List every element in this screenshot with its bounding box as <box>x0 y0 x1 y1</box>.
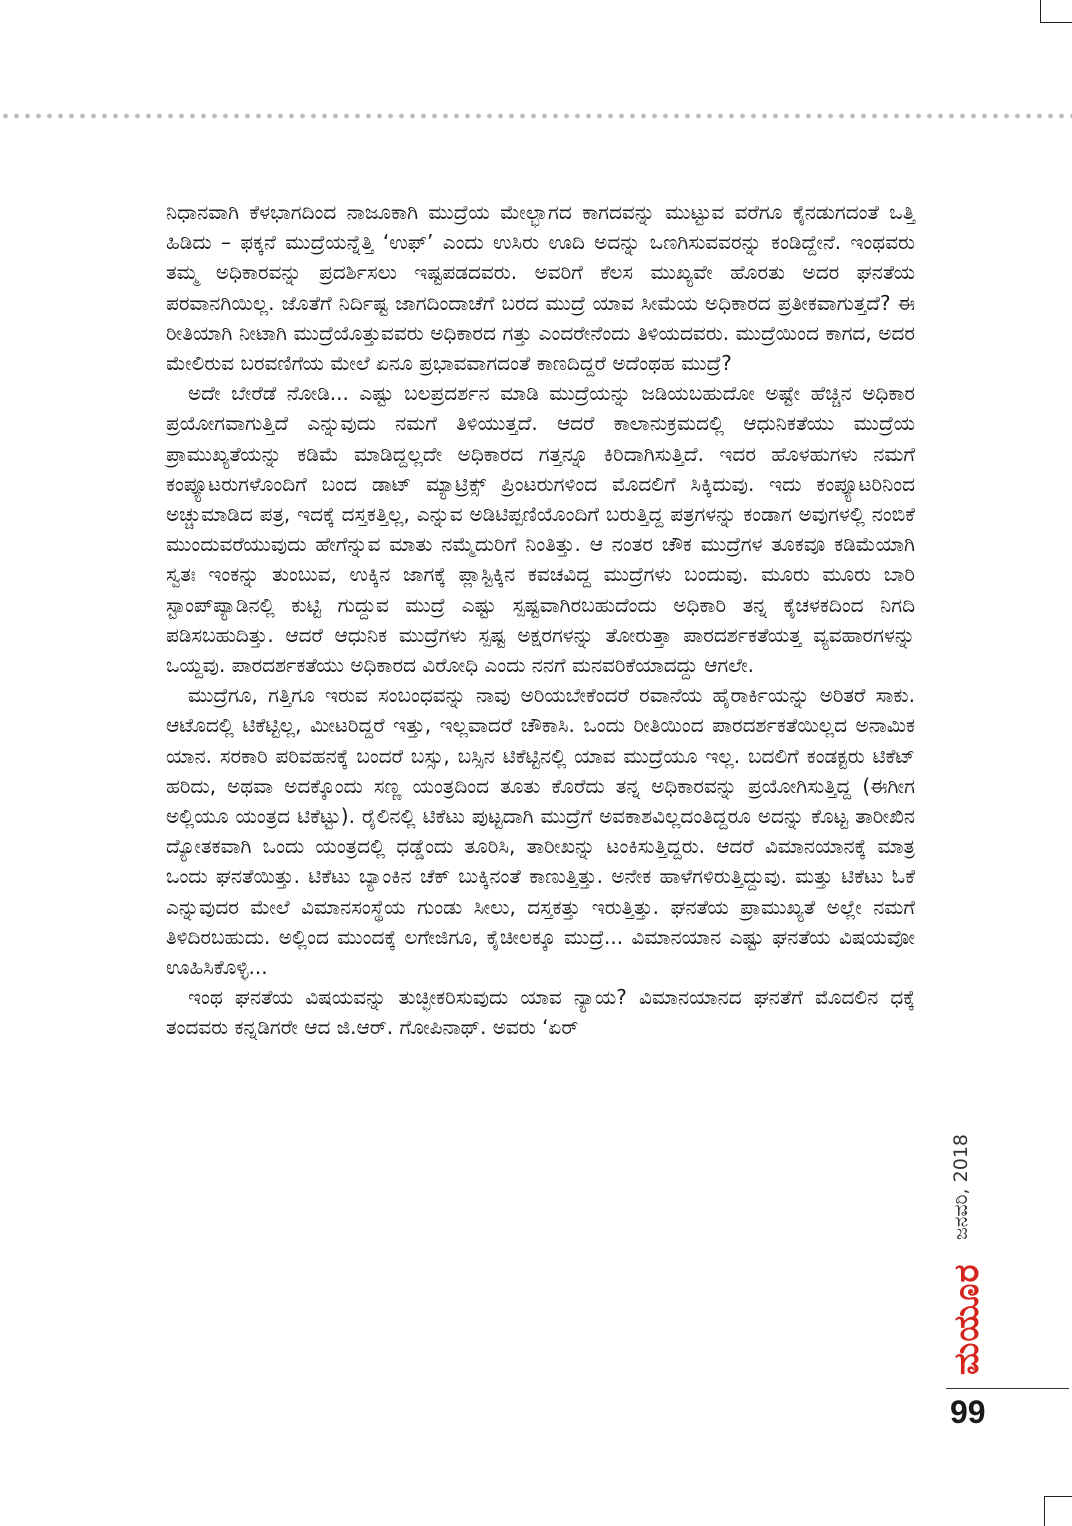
page-number: 99 <box>950 1394 986 1430</box>
paragraph-1: ನಿಧಾನವಾಗಿ ಕೆಳಭಾಗದಿಂದ ನಾಜೂಕಾಗಿ ಮುದ್ರೆಯ ಮೇಲ್ಭಾಗದ ಕಾಗದವನ್ನು ಮುಟ್ಟುವ ವರೆಗೂ ಕೈನಡುಗದಂತೆ ಒತ್ತಿ ಹಿಡಿದು – ಫಕ್ಕನೆ ಮುದ್ರೆಯನ್ನೆತ್ತಿ ‘ಉಫ್’ ಎಂದು ಉಸಿರು ಊದಿ ಅದನ್ನು ಒಣಗಿಸುವವರನ್ನು ಕಂಡಿದ್ದೇನೆ. ಇಂಥವರು ತಮ್ಮ ಅಧಿಕಾರವನ್ನು ಪ್ರದರ್ಶಿಸಲು ಇಷ್ಟಪಡದವರು. ಅವರಿಗೆ ಕೆಲಸ ಮುಖ್ಯವೇ ಹೊರತು ಅದರ ಘನತೆಯ ಪರವಾನಗಿಯಿಲ್ಲ. ಜೊತೆಗೆ ನಿರ್ದಿಷ್ಟ ಜಾಗದಿಂದಾಚೆಗೆ ಬರದ ಮುದ್ರೆ ಯಾವ ಸೀಮೆಯ ಅಧಿಕಾರದ ಪ್ರತೀಕವಾಗುತ್ತದೆ? ಈ ರೀತಿಯಾಗಿ ನೀಟಾಗಿ ಮುದ್ರೆಯೊತ್ತುವವರು ಅಧಿಕಾರದ ಗತ್ತು ಎಂದರೇನೆಂದು ತಿಳಿಯದವರು. ಮುದ್ರೆಯಿಂದ ಕಾಗದ, ಅದರ ಮೇಲಿರುವ ಬರವಣಿಗೆಯ ಮೇಲೆ ಏನೂ ಪ್ರಭಾವವಾಗದಂತೆ ಕಾಣದಿದ್ದರೆ ಅದೆಂಥಹ ಮುದ್ರೆ? <box>166 200 915 376</box>
issue-date: ಜನವರಿ, 2018 <box>950 1134 972 1240</box>
page-number-rule <box>946 1388 1069 1389</box>
paragraph-3: ಮುದ್ರೆಗೂ, ಗತ್ತಿಗೂ ಇರುವ ಸಂಬಂಧವನ್ನು ನಾವು ಅರಿಯಬೇಕೆಂದರೆ ರವಾನೆಯ ಹೈರಾರ್ಕಿಯನ್ನು ಅರಿತರೆ ಸಾಕು. ಆಟೊದಲ್ಲಿ ಟಿಕೆಟ್ಟಿಲ್ಲ, ಮೀಟರಿದ್ದರೆ ಇತ್ತು, ಇಲ್ಲವಾದರೆ ಚೌಕಾಸಿ. ಒಂದು ರೀತಿಯಿಂದ ಪಾರದರ್ಶಕತೆಯಿಲ್ಲದ ಅನಾಮಿಕ ಯಾನ. ಸರಕಾರಿ ಪರಿವಹನಕ್ಕೆ ಬಂದರೆ ಬಸ್ಸು, ಬಸ್ಸಿನ ಟಿಕೆಟ್ಟಿನಲ್ಲಿ ಯಾವ ಮುದ್ರೆಯೂ ಇಲ್ಲ. ಬದಲಿಗೆ ಕಂಡಕ್ಟರು ಟಿಕೆಟ್ ಹರಿದು, ಅಥವಾ ಅದಕ್ಕೊಂದು ಸಣ್ಣ ಯಂತ್ರದಿಂದ ತೂತು ಕೊರೆದು ತನ್ನ ಅಧಿಕಾರವನ್ನು ಪ್ರಯೋಗಿಸುತ್ತಿದ್ದ (ಈಗೀಗ ಅಲ್ಲಿಯೂ ಯಂತ್ರದ ಟಿಕೆಟ್ಟು). ರೈಲಿನಲ್ಲಿ ಟಿಕೆಟು ಪುಟ್ಟದಾಗಿ ಮುದ್ರೆಗೆ ಅವಕಾಶವಿಲ್ಲದಂತಿದ್ದರೂ ಅದನ್ನು ಕೊಟ್ಟ ತಾರೀಖಿನ ದ್ಯೋತಕವಾಗಿ ಒಂದು ಯಂತ್ರದಲ್ಲಿ ಧಡ್ಡೆಂದು ತೂರಿಸಿ, ತಾರೀಖನ್ನು ಟಂಕಿಸುತ್ತಿದ್ದರು. ಆದರೆ ವಿಮಾನಯಾನಕ್ಕೆ ಮಾತ್ರ ಒಂದು ಘನತೆಯಿತ್ತು. ಟಿಕೆಟು ಬ್ಯಾಂಕಿನ ಚೆಕ್ ಬುಕ್ಕಿನಂತೆ ಕಾಣುತ್ತಿತ್ತು. ಅನೇಕ ಹಾಳೆಗಳಿರುತ್ತಿದ್ದುವು. ಮತ್ತು ಟಿಕೆಟು ಓಕೆ ಎನ್ನುವುದರ ಮೇಲೆ ವಿಮಾನಸಂಸ್ಥೆಯ ಗುಂಡು ಸೀಲು, ದಸ್ತಕತ್ತು ಇರುತ್ತಿತ್ತು. ಘನತೆಯ ಪ್ರಾಮುಖ್ಯತೆ ಅಲ್ಲೇ ನಮಗೆ ತಿಳಿದಿರಬಹುದು. ಅಲ್ಲಿಂದ ಮುಂದಕ್ಕೆ ಲಗೇಜಿಗೂ, ಕೈಚೀಲಕ್ಕೂ ಮುದ್ರೆ... ವಿಮಾನಯಾನ ಎಷ್ಟು ಘನತೆಯ ವಿಷಯವೋ ಊಹಿಸಿಕೊಳ್ಳಿ... <box>166 683 915 980</box>
crop-mark-top-right <box>1040 0 1072 23</box>
paragraph-2: ಅದೇ ಬೇರೆಡೆ ನೋಡಿ... ಎಷ್ಟು ಬಲಪ್ರದರ್ಶನ ಮಾಡಿ ಮುದ್ರೆಯನ್ನು ಜಡಿಯಬಹುದೋ ಅಷ್ಟೇ ಹೆಚ್ಚಿನ ಅಧಿಕಾರ ಪ್ರಯೋಗವಾಗುತ್ತಿದೆ ಎನ್ನುವುದು ನಮಗೆ ತಿಳಿಯುತ್ತದೆ. ಆದರೆ ಕಾಲಾನುಕ್ರಮದಲ್ಲಿ ಆಧುನಿಕತೆಯು ಮುದ್ರೆಯ ಪ್ರಾಮುಖ್ಯತೆಯನ್ನು ಕಡಿಮೆ ಮಾಡಿದ್ದಲ್ಲದೇ ಅಧಿಕಾರದ ಗತ್ತನ್ನೂ ಕಿರಿದಾಗಿಸುತ್ತಿದೆ. ಇದರ ಹೊಳಹುಗಳು ನಮಗೆ ಕಂಪ್ಯೂಟರುಗಳೊಂದಿಗೆ ಬಂದ ಡಾಟ್ ಮ್ಯಾಟ್ರಿಕ್ಸ್ ಪ್ರಿಂಟರುಗಳಿಂದ ಮೊದಲಿಗೆ ಸಿಕ್ಕಿದುವು. ಇದು ಕಂಪ್ಯೂಟರಿನಿಂದ ಅಚ್ಚುಮಾಡಿದ ಪತ್ರ, ಇದಕ್ಕೆ ದಸ್ತಕತ್ತಿಲ್ಲ, ಎನ್ನುವ ಅಡಿಟಿಪ್ಪಣಿಯೊಂದಿಗೆ ಬರುತ್ತಿದ್ದ ಪತ್ರಗಳನ್ನು ಕಂಡಾಗ ಅವುಗಳಲ್ಲಿ ನಂಬಿಕೆ ಮುಂದುವರೆಯುವುದು ಹೇಗೆನ್ನುವ ಮಾತು ನಮ್ಮೆದುರಿಗೆ ನಿಂತಿತ್ತು. ಆ ನಂತರ ಚೌಕ ಮುದ್ರೆಗಳ ತೂಕವೂ ಕಡಿಮೆಯಾಗಿ ಸ್ವತಃ ಇಂಕನ್ನು ತುಂಬುವ, ಉಕ್ಕಿನ ಜಾಗಕ್ಕೆ ಪ್ಲಾಸ್ಟಿಕ್ಕಿನ ಕವಚವಿದ್ದ ಮುದ್ರೆಗಳು ಬಂದುವು. ಮೂರು ಮೂರು ಬಾರಿ ಸ್ಟಾಂಪ್‌ಪ್ಯಾಡಿನಲ್ಲಿ ಕುಟ್ಟಿ ಗುದ್ದುವ ಮುದ್ರೆ ಎಷ್ಟು ಸ್ಪಷ್ಟವಾಗಿರಬಹುದೆಂದು ಅಧಿಕಾರಿ ತನ್ನ ಕೈಚಳಕದಿಂದ ನಿಗದಿ ಪಡಿಸಬಹುದಿತ್ತು. ಆದರೆ ಆಧುನಿಕ ಮುದ್ರೆಗಳು ಸ್ಪಷ್ಟ ಅಕ್ಷರಗಳನ್ನು ತೋರುತ್ತಾ ಪಾರದರ್ಶಕತೆಯತ್ತ ವ್ಯವಹಾರಗಳನ್ನು ಒಯ್ದವು. ಪಾರದರ್ಶಕತೆಯು ಅಧಿಕಾರದ ವಿರೋಧಿ ಎಂದು ನನಗೆ ಮನವರಿಕೆಯಾದದ್ದು ಆಗಲೇ. <box>166 381 915 678</box>
dotted-divider <box>0 112 1072 120</box>
paragraph-4: ಇಂಥ ಘನತೆಯ ವಿಷಯವನ್ನು ತುಚ್ಛೀಕರಿಸುವುದು ಯಾವ ನ್ಯಾಯ? ವಿಮಾನಯಾನದ ಘನತೆಗೆ ಮೊದಲಿನ ಧಕ್ಕೆ ತಂದವರು ಕನ್ನಡಿಗರೇ ಆದ ಜಿ.ಆರ್. ಗೋಪಿನಾಥ್. ಅವರು ‘ಏರ್ <box>166 985 915 1040</box>
article-body <box>166 197 915 1043</box>
crop-mark-bottom-right <box>1044 1496 1072 1526</box>
magazine-logo: ಮಯೂರ <box>947 1263 987 1375</box>
